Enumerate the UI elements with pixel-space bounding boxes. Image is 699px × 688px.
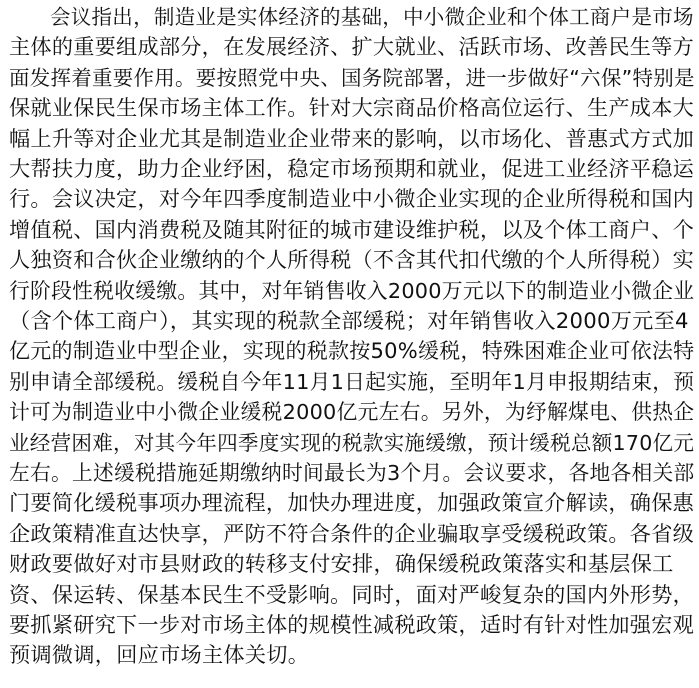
- paragraph-line: 门要简化缓税事项办理流程，加快办理进度，加强政策宣介解读，确保惠: [9, 490, 695, 516]
- paragraph-line: 别申请全部缓税。缓税自今年11月1日起实施，至明年1月申报期结束，预: [9, 369, 695, 394]
- paragraph-line: 会议指出，制造业是实体经济的基础，中小微企业和个体工商户是市场: [50, 5, 694, 29]
- paragraph-line: 大帮扶力度，助力企业纾困，稳定市场预期和就业，促进工业经济平稳运: [9, 156, 695, 181]
- paragraph-line: 业经营困难，对其今年四季度实现的税款实施缓缴，预计缓税总额170亿元: [9, 430, 695, 455]
- paragraph-line: 人独资和合伙企业缴纳的个人所得税（不含其代扣代缴的个人所得税）实: [9, 247, 695, 273]
- paragraph-line: 企政策精准直达快享，严防不符合条件的企业骗取享受缓税政策。各省级: [9, 520, 695, 546]
- paragraph-line: 预调微调，回应市场主体关切。: [9, 642, 310, 668]
- paragraph-line: 主体的重要组成部分，在发展经济、扩大就业、活跃市场、改善民生等方: [9, 34, 695, 60]
- paragraph-line: 行阶段性税收缓缴。其中，对年销售收入2000万元以下的制造业小微企业: [9, 278, 695, 303]
- paragraph-line: 左右。上述缓税措施延期缴纳时间最长为3个月。会议要求，各地各相关部: [9, 461, 695, 485]
- paragraph-line: 面发挥着重要作用。要按照党中央、国务院部署，进一步做好“六保”特别是: [9, 65, 695, 90]
- paragraph-line: 要抓紧研究下一步对市场主体的规模性减税政策，适时有针对性加强宏观: [9, 612, 695, 637]
- paragraph-line: 保就业保民生保市场主体工作。针对大宗商品价格高位运行、生产成本大: [9, 95, 695, 121]
- paragraph-line: 行。会议决定，对今年四季度制造业中小微企业实现的企业所得税和国内: [9, 186, 695, 212]
- paragraph-line: 财政要做好对市县财政的转移支付安排，确保缓税政策落实和基层保工: [9, 551, 674, 577]
- paragraph-line: 增值税、国内消费税及随其附征的城市建设维护税，以及个体工商户、个: [9, 216, 695, 242]
- paragraph-line: 计可为制造业中小微企业缓税2000亿元左右。另外，为纾解煤电、供热企: [9, 400, 695, 425]
- paragraph-line: 资、保运转、保基本民生不受影响。同时，面对严峻复杂的国内外形势，: [9, 581, 695, 607]
- paragraph-line: 幅上升等对企业尤其是制造业企业带来的影响，以市场化、普惠式方式加: [9, 125, 695, 151]
- paragraph-line: 亿元的制造业中型企业，实现的税款按50%缓税，特殊困难企业可依法特: [9, 338, 695, 364]
- paragraph-line: （含个体工商户），其实现的税款全部缓税；对年销售收入2000万元至4: [9, 308, 689, 333]
